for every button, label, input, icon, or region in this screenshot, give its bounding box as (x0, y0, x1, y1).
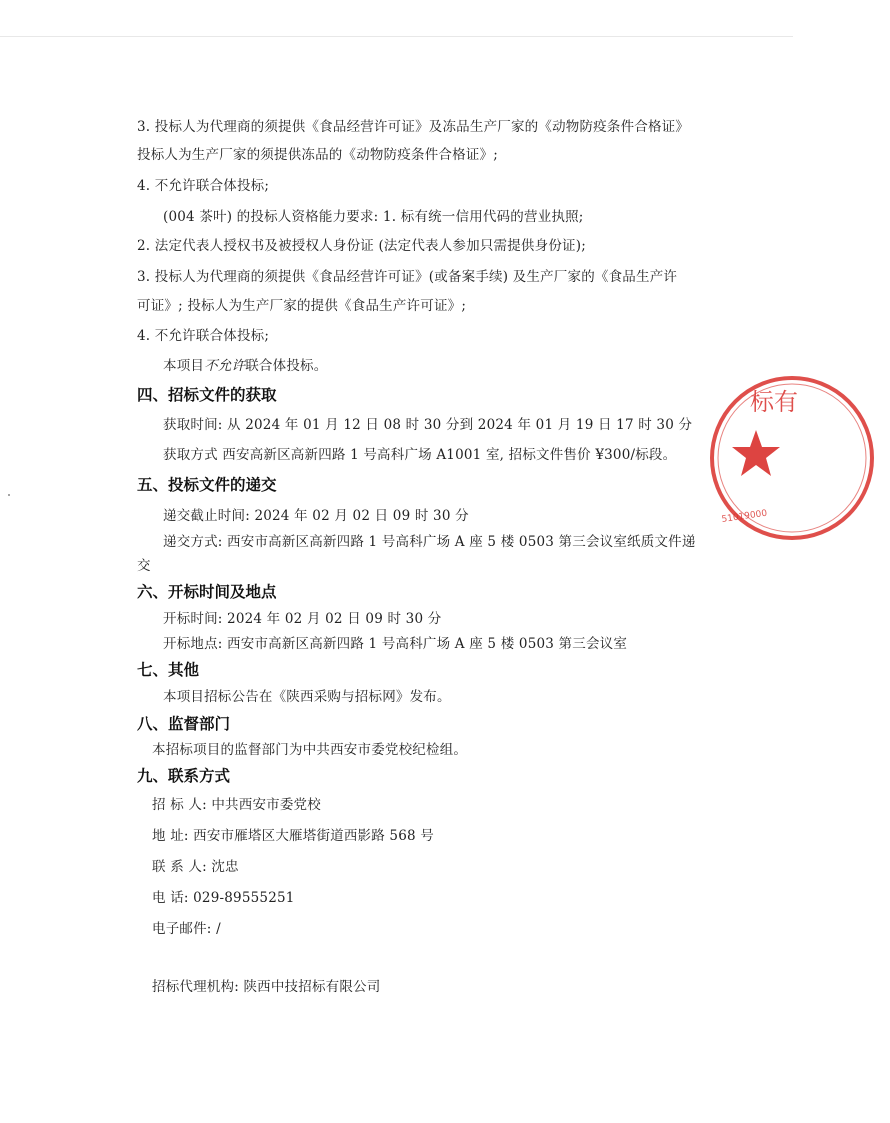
contact-row-address (152, 827, 434, 845)
paragraph-line: 投标人为生产厂家的须提供冻品的《动物防疫条件合格证》; (137, 147, 498, 163)
field-value: / (216, 921, 221, 937)
top-edge-line (0, 36, 793, 37)
paragraph-line: 4. 不允许联合体投标; (137, 328, 270, 344)
contact-row-tenderer (152, 796, 321, 814)
supervision-note: 本招标项目的监督部门为中共西安市委党校纪检组。 (152, 742, 468, 758)
field-label: 联 系 人: (152, 859, 207, 875)
scan-mark (8, 494, 10, 496)
text-span: 本项目 (163, 358, 205, 374)
contact-row-phone (152, 889, 295, 907)
seal-top-text: 标有 (750, 388, 798, 416)
agency-row (152, 978, 380, 996)
field-value: 沈忠 (211, 859, 239, 875)
opening-place: 开标地点: 西安市高新区高新四路 1 号高科广场 A 座 5 楼 0503 第三会议室 (163, 636, 628, 652)
paragraph-line: 3. 投标人为代理商的须提供《食品经营许可证》及冻品生产厂家的《动物防疫条件合格证》 (137, 119, 690, 135)
field-value: 西安市雁塔区大雁塔街道西影路 568 号 (193, 828, 434, 844)
submission-deadline: 递交截止时间: 2024 年 02 月 02 日 09 时 30 分 (163, 508, 469, 524)
field-value: 陕西中技招标有限公司 (243, 979, 381, 995)
field-label: 电子邮件: (152, 921, 212, 937)
paragraph-line: (004 茶叶) 的投标人资格能力要求: 1. 标有统一信用代码的营业执照; (163, 209, 584, 225)
contact-row-email (152, 920, 221, 938)
emphasis-text: 不允许 (204, 358, 246, 374)
paragraph-line (163, 357, 327, 375)
contact-row-person (152, 858, 239, 876)
section-heading: 八、监督部门 (137, 715, 231, 733)
field-label: 招标代理机构: (152, 979, 239, 995)
field-value: 中共西安市委党校 (211, 797, 321, 813)
field-value: 029-89555251 (193, 890, 295, 906)
field-label: 电 话: (152, 890, 189, 906)
section-heading: 九、联系方式 (137, 767, 231, 785)
text-span: 联合体投标。 (245, 358, 328, 374)
field-label: 地 址: (152, 828, 189, 844)
paragraph-line: 4. 不允许联合体投标; (137, 178, 270, 194)
seal-bottom-text: 51019000 (721, 508, 768, 525)
publish-note: 本项目招标公告在《陕西采购与招标网》发布。 (163, 689, 451, 705)
field-label: 招 标 人: (152, 797, 207, 813)
section-heading: 六、开标时间及地点 (137, 583, 277, 601)
section-heading: 五、投标文件的递交 (137, 476, 277, 494)
paragraph-line: 3. 投标人为代理商的须提供《食品经营许可证》(或备案手续) 及生产厂家的《食品生产许 (137, 269, 678, 285)
opening-time: 开标时间: 2024 年 02 月 02 日 09 时 30 分 (163, 611, 442, 627)
acquisition-time: 获取时间: 从 2024 年 01 月 12 日 08 时 30 分到 2024 年 01 月 19 日 17 时 30 分 (163, 417, 693, 433)
section-heading: 七、其他 (137, 661, 200, 679)
paragraph-line: 2. 法定代表人授权书及被授权人身份证 (法定代表人参加只需提供身份证); (137, 238, 586, 254)
seal-stamp-icon (700, 370, 890, 560)
section-heading: 四、招标文件的获取 (137, 386, 277, 404)
acquisition-method: 获取方式 西安高新区高新四路 1 号高科广场 A1001 室, 招标文件售价 ¥300/标段。 (163, 447, 677, 463)
submission-method: 递交方式: 西安市高新区高新四路 1 号高科广场 A 座 5 楼 0503 第三会议室纸质文件递 (163, 534, 696, 550)
submission-method-cont: 交 (137, 558, 151, 574)
paragraph-line: 可证》; 投标人为生产厂家的提供《食品生产许可证》; (137, 298, 467, 314)
